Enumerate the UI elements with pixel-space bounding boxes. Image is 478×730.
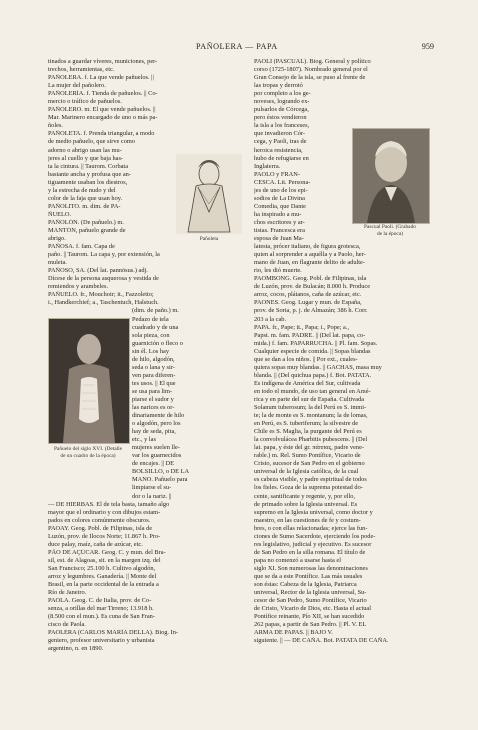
right-column-line: la convolvulácea Pharbitis pubescens. || (Del (254, 436, 368, 444)
right-column-line: de Cristo, Vicario de Dios, etc. Hasta el actual (254, 605, 371, 613)
left-column-line: PAOAY. Geog. Pobl. de Filipinas, isla de (48, 524, 153, 532)
page-number: 959 (421, 42, 434, 51)
left-column-line: tes usos. || El que (132, 379, 176, 387)
right-column-line: ARMA DE PAPAS. || BAJO V. (254, 629, 333, 637)
left-column-line: guarnición o fleco o (132, 339, 183, 347)
right-column-line: en todo el mundo, de uso tan general en Amé- (254, 387, 371, 395)
right-column-line: ciones de Sumo Sacerdote, ejerciendo los pode- (254, 532, 376, 540)
right-column-line: supremo en la Iglesia universal, como doctor y (254, 508, 373, 516)
right-column-line: quien al sorprender a aquélla y a Paolo, her- (254, 251, 366, 259)
left-column-line: bastante ancha y profusa que an- (48, 170, 131, 178)
right-column-line: siguiente. || — DE CAÑA. Bot. PATATA DE CAÑA. (254, 637, 389, 645)
left-column-line: PAÑOSA. f. fam. Capa de (48, 243, 115, 251)
left-column-line: ta la cintura. || Taurom. Corbata (48, 162, 129, 170)
man-portrait-icon (353, 129, 429, 223)
left-column-line: color de la faja que usan hoy. (48, 194, 123, 202)
panuelo-image (48, 318, 130, 444)
right-column-line: quiera sopas muy blandas. || GACHAS, masa muy (254, 363, 382, 371)
right-column-line: Pontífice reinante, Pío XII, se han sucedido (254, 613, 365, 621)
left-column-line: i., Handkerchief; a., Taschentuch, Halstuch. (48, 299, 159, 307)
right-column-line: rable.) m. Rel. Sumo Pontífice, Vicario de (254, 452, 361, 460)
right-column-line: universal de la Iglesia católica, de la cual (254, 468, 359, 476)
left-column-line: abrigo. (48, 235, 66, 243)
left-column-line: arroz y legumbres. Ganadería. || Monte del (48, 573, 157, 580)
left-column-line: PAOLERA (CARLOS MARÍA DELLA). Biog. In- (48, 629, 178, 637)
left-column-line: Río de Janeiro. (48, 589, 87, 597)
right-column-line: hubo de refugiarse en (254, 154, 309, 162)
left-column-line: seda o lana y sir- (132, 363, 175, 371)
right-column-line: que se dan a los niños. || Por ext., cuales- (254, 355, 358, 363)
right-column-line: cesor de San Pedro, Sumo Pontífice, Vicario (254, 597, 367, 605)
left-column-line: Brasil, en la parte occidental de la entrada a (48, 581, 159, 589)
left-column-line: sin él. Los hay (132, 347, 170, 355)
left-column-line: sola pieza, con (132, 331, 170, 339)
left-column-line: PAOLA. Geog. C. de Italia, prov. de Co- (48, 597, 152, 605)
panoleta-caption: Pañoleta (199, 236, 219, 242)
right-column-line: rica y en parte del sur de España. Cultivada (254, 395, 365, 403)
left-column-line: limpiarse el su- (132, 484, 172, 492)
left-column-line: PAÑOLERÍA. f. Tienda de pañuelos. || Co- (48, 90, 158, 98)
right-column-line: esposa de Juan Ma- (254, 235, 304, 243)
left-column-line: tiguamente usaban los diestros, (48, 178, 128, 186)
right-column-line: corso (1725-1807). Nombrado general por el (254, 66, 368, 74)
left-column-line: de hilo, algodón, (132, 355, 175, 363)
right-column-line: papa no comenzó a usarse hasta el (254, 556, 342, 564)
right-column-line: de Luzón, prov. de Bulacán; 8.000 h. Produce (254, 283, 371, 291)
left-column-line: ñoles. (48, 122, 63, 130)
left-column-line: mercio o tráfico de pañuelos. (48, 98, 122, 106)
paoli-portrait (352, 128, 430, 224)
panoleta-illustration (176, 154, 242, 234)
right-column-line: lat. papa, y éste del gr. πάππας, padre vene- (254, 444, 365, 452)
right-column-line: Gran Consejo de la isla, se puso al frente de (254, 74, 366, 82)
left-column-line: pados en colores comúnmente obscuros. (48, 516, 151, 524)
right-column-line: universal, Rector de la Iglesia universal, Su- (254, 589, 367, 597)
left-column-line: muleta. (48, 259, 67, 267)
right-column-line: cega, y Paoli, tras de (254, 138, 307, 146)
left-column-line: San Francisco; 25.100 h. Cultivo algodón, (48, 564, 156, 572)
left-column-line: PAÑOLETA. f. Prenda triangular, a modo (48, 130, 155, 138)
right-column-line: CESCA. Lit. Persona- (254, 178, 311, 186)
left-column-line: (8.500 con el mun.). Es cuna de San Fran- (48, 613, 155, 621)
left-column-line: mujeres suelen lle- (132, 444, 180, 452)
left-column-line: hay de seda, pita, (132, 428, 176, 436)
left-column-line: PAÑUELO. fr., Mouchoir; it., Fazzoletto; (48, 291, 154, 299)
left-column-line: ÑUELO. (48, 210, 72, 218)
right-column-line: Es indígena de América del Sur, cultivada (254, 379, 361, 387)
right-column-line: es cabeza visible, y padre espiritual de todos (254, 476, 367, 484)
right-column-line: noveses, logrando ex- (254, 98, 310, 106)
left-column-line: Dícese de la persona asquerosa y vestida de (48, 275, 159, 283)
left-column-line: remiendos y arambeles. (48, 283, 109, 291)
right-column-line: rio, les dió muerte. (254, 267, 302, 275)
left-column-line: dor o la nariz. || (132, 492, 172, 500)
left-column-line: PÃO DE AÇÚCAR. Geog. C. y mun. del Bra- (48, 548, 166, 556)
right-column-line: Papst. m. fam. PADRE. || (Del lat. papa, co- (254, 331, 366, 339)
right-column-line: tistas. Francesca era (254, 226, 305, 234)
right-column-line: de primado sobre la Iglesia universal. Es (254, 500, 358, 508)
left-column-line: adorno o abrigo usan las mu- (48, 146, 122, 154)
left-column-line: tinados a guardar víveres, municiones, per- (48, 58, 158, 65)
right-column-line: pulsarlos de Córcega, (254, 106, 309, 114)
left-column-line: mayor que el ordinario y con dibujos estam- (48, 508, 161, 516)
right-column-line: ha inspirado a mu- (254, 210, 302, 218)
woman-portrait-icon (176, 154, 242, 234)
right-column-line: 262 papas, a partir de San Pedro. || Pl. V. EL (254, 621, 367, 629)
right-column-line: mano de Juan, en flagrante delito de adulte- (254, 259, 365, 267)
panuelo-caption-line: de un cuadro de la época) (60, 452, 116, 459)
right-column-line: que invadieron Cór- (254, 130, 305, 138)
left-column-line: dinariamente de hilo (132, 412, 185, 420)
paoli-caption (350, 224, 430, 237)
left-column-line: MANTÓN, pañuelo grande de (48, 226, 126, 234)
right-column-line: bres, o con ellas relacionadas; ejerce las fun- (254, 524, 368, 532)
paoli-caption-line: Pascual Paoli. (Grabado (364, 224, 416, 230)
handkerchief-portrait-icon (49, 319, 129, 443)
running-head (0, 42, 478, 56)
panuelo-caption (44, 446, 132, 459)
right-column-line: por completo a los ge- (254, 90, 311, 98)
left-column-line: las narices es or- (132, 404, 175, 412)
left-column-line: etc., y las (132, 436, 156, 444)
right-column-line: 203 a la cab. (254, 315, 287, 323)
left-column-line: de encajes. || DE (132, 460, 174, 468)
left-column-line: PAÑOSO, SA. (Del lat. pannōsus.) adj. (48, 267, 148, 275)
right-column-line: prov. de Soria, p. j. de Almazán; 386 h. Corr. (254, 307, 368, 315)
panuelo-caption-line: Pañuelo del siglo XVI. (Detalle (53, 446, 123, 452)
page-title: PAÑOLERA — PAPA (196, 42, 278, 51)
left-column-line: (dim. de paño.) m. (132, 307, 179, 315)
right-column-line: los fieles. Goza de la suprema potestad do- (254, 484, 363, 492)
left-column-line: trechos, herramientas, etc. (48, 66, 115, 74)
right-column-line: siglo XI. Son numerosas las denominaciones (254, 564, 368, 572)
right-column-line: PAOMBONG. Geog. Pobl. de Filipinas, isla (254, 275, 367, 283)
left-column-line: cuadrado y de una (132, 323, 179, 331)
left-column-line: duce palay, maíz, caña de azúcar, etc. (48, 540, 143, 548)
paoli-caption-line: de la época) (376, 230, 404, 237)
right-column-line: son éstas: Cabeza de la Iglesia, Patriarca (254, 581, 357, 589)
right-column-line: las tropas y derrotó (254, 82, 303, 90)
right-column-line: blanda. || (Del quichua papa.) f. Bot. PATATA. (254, 371, 372, 379)
right-column-line: la isla a los franceses, (254, 122, 310, 130)
left-column-line: paño. || Taurom. La capa y, por extensión, la (48, 251, 160, 259)
left-column-line: PAÑOLITO. m. dim. de PA- (48, 202, 121, 210)
right-column-line: de San Pedro en la silla romana. El título de (254, 548, 366, 556)
left-column-line: geniero, profesor universitario y urbanista (48, 637, 155, 645)
left-column-line: sil, est. de Alagoas, sit. en la margen izq. del (48, 556, 161, 564)
right-column-line: Inglaterra. (254, 162, 281, 170)
left-column-line: y la estrecha de nudo y del (48, 186, 116, 194)
left-column-line: var los guarnecidos (132, 452, 182, 460)
right-column-line: sodios de La Divina (254, 194, 305, 202)
right-column-line: en Perú, es S. tuberiferum; la silvestre de (254, 420, 359, 428)
right-column-line: PAOLO y FRAN- (254, 170, 300, 178)
left-column-line: MANO. Pañuelo para (132, 476, 188, 484)
right-column-line: Comedia, que Dante (254, 202, 306, 210)
left-column-line: cisco de Paola. (48, 621, 86, 629)
left-column-line: piarse el sudor y (132, 395, 174, 403)
left-column-line: Pedazo de tela (132, 315, 169, 323)
left-column-line: argentino, n. en 1890. (48, 645, 104, 653)
right-column-line: PAOLI (PASCUAL). Biog. General y político (254, 58, 371, 65)
left-column-line: de medio pañuelo, que sirve como (48, 138, 136, 146)
left-column-line: PAÑOLÓN. (De pañuelo.) m. (48, 218, 124, 226)
left-column-line: senza, a orillas del mar Tirreno; 13.918 h. (48, 605, 154, 613)
left-column-line: BOLSILLO, o DE LA (132, 468, 190, 476)
right-column-line: Cualquier especie de comida. || Sopas blandas (254, 347, 371, 355)
right-column-line: heroica resistencia, (254, 146, 303, 154)
left-column-line: PAÑOLERO. m. El que vende pañuelos. || (48, 106, 156, 114)
right-column-line: chos escritores y ar- (254, 218, 305, 226)
left-column-line: jeres al cuello y que baja has- (48, 154, 124, 162)
right-column-line: Cristo, sucesor de San Pedro en el gobierno (254, 460, 365, 468)
left-column-line: Luzón, prov. de Ilocos Norte; 11.867 h. Pro- (48, 532, 161, 540)
left-column-line: se usa para lim- (132, 387, 172, 395)
right-column-line: maestro, en las cuestiones de fe y costum- (254, 516, 361, 524)
left-column-line: o algodón, pero los (132, 420, 181, 428)
right-column-line: arroz, cocos, plátanos, caña de azúcar, etc. (254, 291, 362, 299)
right-column-line: jes de uno de los epi- (254, 186, 308, 194)
left-column-line: La mujer del pañolero. (48, 82, 106, 90)
right-column-line: que se da a este Pontífice. Las más usuales (254, 573, 363, 580)
right-column-line: Solanum tuberosum; la del Perú es S. immi- (254, 404, 367, 412)
right-column-line: cente, santificante y regente, y, por ello, (254, 492, 356, 500)
right-column-line: Chile es S. Maglia, la purgante del Perú es (254, 428, 362, 436)
left-column-line: Mar. Marinero encargado de uno o más pa- (48, 114, 158, 122)
right-column-line: mida.) f. fam. PAPARRUCHA. || Pl. fam. Sopas. (254, 339, 378, 347)
left-column-line: — DE HIERBAS. El de tela basta, tamaño algo (48, 500, 170, 508)
right-column-line: res legislativo, judicial y ejecutivo. Es sucesor (254, 540, 372, 548)
right-column-line: PAPA. fr., Pape; it., Papa; i., Pope; a., (254, 323, 350, 331)
left-column-line: PAÑOLERA. f. La que vende pañuelos. || (48, 74, 154, 82)
right-column-line: te; la de monte es S. montanum; la de lomas, (254, 412, 368, 420)
right-column-line: latesta, prócer italiano, de figura grotesca, (254, 243, 361, 251)
left-column-line: ven para diferen- (132, 371, 176, 379)
right-column-line: pero éstos vendieron (254, 114, 307, 122)
right-column-line: PAONES. Geog. Lugar y mun. de España, (254, 299, 362, 307)
